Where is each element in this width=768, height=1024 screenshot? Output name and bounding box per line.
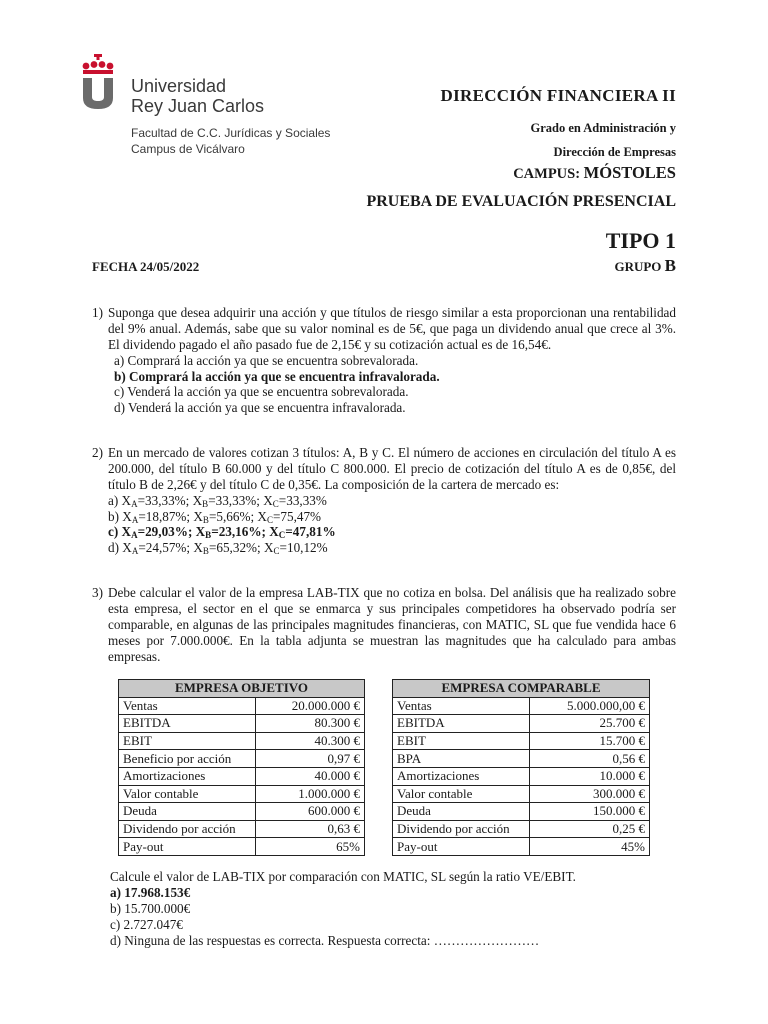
question-1 [92,305,676,415]
table-header: EMPRESA OBJETIVO [119,680,365,698]
table-row: Pay-out 45% [393,838,650,856]
question-3-prompt [110,869,670,949]
question-stem: Debe calcular el valor de la empresa LAB-TIX que no cotiza en bolsa. Del análisis que ha realizado sobre esta empresa, el sector en el que se enmarca y sus principales competidores ha observado podría ser comparable, en algunas de las principales magnitudes financieras, con MATIC, SL que fue vendida hace 6 meses por 7.000.000€. En la tabla adjunta se muestran las magnitudes que ha calculado para ambas empresas. [108,585,676,664]
table-row: Pay-out 65% [119,838,365,856]
degree-name: Grado en Administración y Dirección de Empresas [530,121,676,159]
question-3 [92,585,676,665]
table-row: Deuda 600.000 € [119,803,365,821]
university-logo-icon [80,54,116,110]
target-company-table [118,679,365,856]
table-row: EBIT 40.300 € [119,732,365,750]
option-d: d) $X_A=24,57\%$; $X_B=65,32\%$; $X_C=10,12\%$ [108,539,328,556]
table-row: Amortizaciones 10.000 € [393,767,650,785]
option-d: d) Venderá la acción ya que se encuentra infravalorada. [114,399,406,415]
exam-group: GRUPO B [614,256,676,275]
table-row: Deuda 150.000 € [393,803,650,821]
table-row: EBITDA 80.300 € [119,715,365,733]
question-text: Calcule el valor de LAB-TIX por comparación con MATIC, SL según la ratio VE/EBIT. [110,869,576,884]
option-c: c) Venderá la acción ya que se encuentra sobrevalorada. [114,384,409,399]
table-row: Valor contable 1.000.000 € [119,785,365,803]
course-title: DIRECCIÓN FINANCIERA II [440,86,676,105]
option-a: a) $X_A=33,33\%$; $X_B=33,33\%$; $X_C=33,33\%$ [108,493,327,509]
table-row: EBIT 15.700 € [393,732,650,750]
table-row: Ventas 20.000.000 € [119,697,365,715]
question-2 [92,445,676,555]
university-name: Universidad Rey Juan Carlos [131,76,265,116]
option-b: b) 15.700.000€ [110,901,191,916]
faculty-name: Facultad de C.C. Jurídicas y Sociales Campus de Vicálvaro [131,126,331,156]
exam-title: PRUEBA DE EVALUACIÓN PRESENCIAL [366,193,676,210]
table-row: BPA 0,56 € [393,750,650,768]
option-b: b) $X_A=18,87\%$; $X_B=5,66\%$; $X_C=75,47\%$ [108,508,322,525]
table-row: Amortizaciones 40.000 € [119,767,365,785]
option-c: c) $X_A=29,03\%$; $X_B=23,16\%$; $X_C=47,81\%$ [108,524,336,540]
option-a: a) Comprará la acción ya que se encuentra sobrevalorada. [114,353,419,368]
question-stem: Suponga que desea adquirir una acción y que títulos de riesgo similar a esta proporcionan una rentabilidad del 9% anual. Además, sabe que su valor nominal es de 5€, que paga un dividendo anual que crece al 3%. El dividendo pagado el año pasado fue de 2,15€ y su cotización actual es de 16,54€. [108,305,676,352]
table-row: Dividendo por acción 0,63 € [119,820,365,838]
comparable-company-table [392,679,650,856]
option-c: c) 2.727.047€ [110,917,183,932]
question-number: 2) [92,445,103,460]
table-row: Valor contable 300.000 € [393,785,650,803]
answer-options [108,493,676,555]
question-number: 1) [92,305,103,320]
question-stem: En un mercado de valores cotizan 3 títulos: A, B y C. El número de acciones en circulación del título A es 200.000, del título B 60.000 y del título C 800.000. El precio de cotización del título A es de 0,85€, del título B de 2,26€ y del título C de 0,35€. La composición de la cartera de mercado es: [108,445,676,492]
table-header: EMPRESA COMPARABLE [393,680,650,698]
option-b: b) Comprará la acción ya que se encuentra infravalorada. [114,368,440,384]
table-row: Beneficio por acción 0,97 € [119,750,365,768]
campus-label: CAMPUS: MÓSTOLES [513,163,676,182]
option-d: d) Ninguna de las respuestas es correcta. Respuesta correcta: …………………… [110,933,540,948]
table-row: Dividendo por acción 0,25 € [393,820,650,838]
exam-date: FECHA 24/05/2022 [92,259,200,274]
answer-options [114,353,676,415]
option-a: a) 17.968.153€ [110,885,191,900]
table-row: EBITDA 25.700 € [393,715,650,733]
question-number: 3) [92,585,103,600]
table-row: Ventas 5.000.000,00 € [393,697,650,715]
exam-type: TIPO 1 [605,228,676,253]
